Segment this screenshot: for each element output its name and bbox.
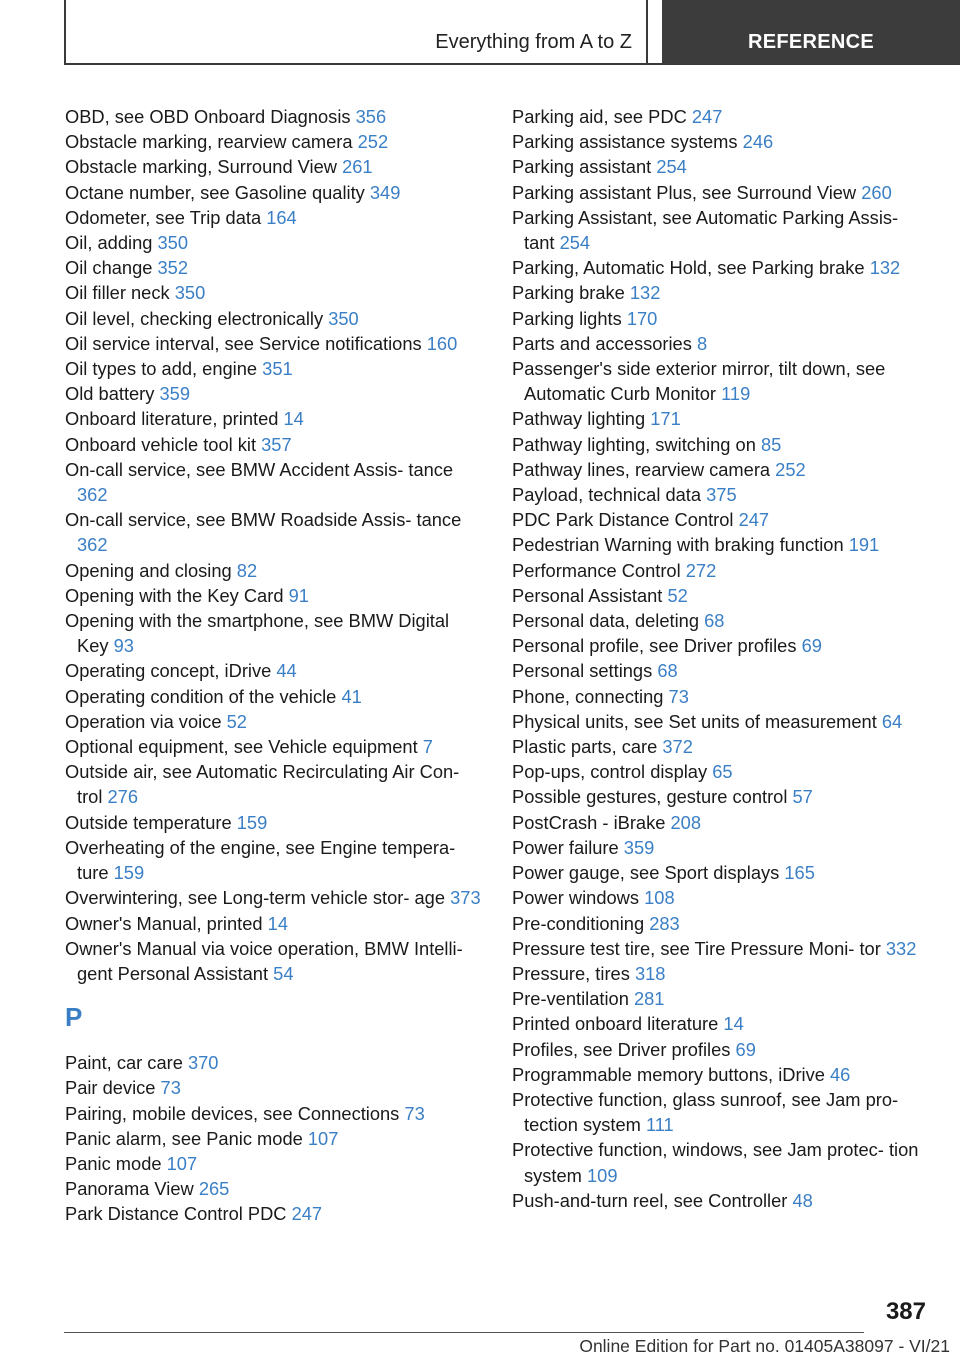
index-page-link[interactable]: 373 — [450, 887, 481, 909]
index-page-link[interactable]: 170 — [626, 307, 658, 329]
index-entry-text: Odometer, see Trip data — [65, 206, 262, 228]
index-page-link[interactable]: 82 — [236, 559, 258, 581]
index-entry-text: Oil level, checking electronically — [65, 307, 324, 329]
index-entry — [65, 1075, 485, 1100]
index-page-link[interactable]: 69 — [735, 1038, 756, 1060]
index-entry — [512, 457, 932, 482]
index-page-link[interactable]: 132 — [629, 282, 661, 304]
index-page-link[interactable]: 351 — [262, 358, 293, 380]
index-entry — [512, 306, 932, 331]
index-page-link[interactable]: 370 — [187, 1052, 219, 1074]
index-page-link[interactable]: 362 — [77, 484, 108, 506]
index-entry-text: Operating condition of the vehicle — [65, 685, 337, 707]
index-entry — [512, 356, 932, 406]
index-entry — [512, 180, 932, 205]
index-entry — [512, 482, 932, 507]
index-page-link[interactable]: 46 — [830, 1063, 851, 1085]
index-page-link[interactable]: 132 — [869, 257, 901, 279]
index-entry — [512, 331, 932, 356]
index-entry — [65, 558, 485, 583]
index-entry-text: Obstacle marking, Surround View — [65, 156, 337, 178]
index-entry — [512, 507, 932, 532]
index-page-link[interactable]: 375 — [706, 484, 737, 506]
index-page-link[interactable]: 93 — [113, 635, 134, 657]
index-entry-text: Protective function, windows, see Jam protec‐ tion system — [512, 1139, 919, 1186]
index-page-link[interactable]: 332 — [885, 937, 917, 959]
index-entry — [65, 835, 485, 885]
index-entry — [512, 255, 932, 280]
index-entry-text: Pathway lighting, switching on — [512, 433, 756, 455]
index-entry-text: Opening with the smartphone, see BMW Digital Key — [65, 610, 450, 657]
index-entry — [512, 885, 932, 910]
index-entry — [512, 1087, 932, 1137]
section-letter-p: P — [65, 1002, 83, 1033]
index-page-link[interactable]: 261 — [342, 156, 373, 178]
index-page-link[interactable]: 356 — [355, 106, 387, 127]
index-entry-text: Performance Control — [512, 559, 681, 581]
index-entry — [512, 558, 932, 583]
index-entry-text: Park Distance Control PDC — [65, 1203, 287, 1225]
footer-edition-text: Online Edition for Part no. 01405A38097 - VI/21 — [579, 1336, 950, 1356]
index-entry — [65, 1050, 485, 1075]
index-entry — [65, 457, 485, 507]
index-entry-text: Pre-ventilation — [512, 988, 629, 1010]
index-entry — [512, 432, 932, 457]
index-entry — [65, 885, 485, 910]
index-page-link[interactable]: 7 — [422, 736, 433, 758]
index-page-link[interactable]: 48 — [792, 1189, 813, 1211]
index-entry-text: Parking aid, see PDC — [512, 106, 687, 127]
index-page-link[interactable]: 8 — [696, 332, 708, 354]
index-entry-text: Pop-ups, control display — [512, 761, 708, 783]
index-entry — [512, 911, 932, 936]
index-entry — [65, 583, 485, 608]
index-entry — [65, 1201, 485, 1226]
index-page-link[interactable]: 281 — [633, 988, 665, 1010]
index-page-link[interactable]: 52 — [226, 710, 247, 732]
index-entry — [65, 306, 485, 331]
index-entry-text: Passenger's side exterior mirror, tilt down, see Automatic Curb Monitor — [512, 358, 886, 405]
index-entry-text: Parking Assistant, see Automatic Parking Assis‐ tant — [512, 206, 899, 254]
index-entry — [65, 608, 485, 658]
index-entry — [65, 1126, 485, 1151]
index-entry-text: Owner's Manual, printed — [65, 912, 263, 934]
index-entry — [512, 810, 932, 835]
index-entry-text: Oil, adding — [65, 232, 153, 254]
index-page-link[interactable]: 171 — [650, 408, 681, 430]
index-entry — [512, 684, 932, 709]
index-entry — [512, 583, 932, 608]
index-page-link[interactable]: 73 — [668, 685, 689, 707]
index-page-link[interactable]: 362 — [77, 534, 108, 556]
index-entry-text: Parking assistance systems — [512, 131, 738, 153]
index-entry-text: Panic alarm, see Panic mode — [65, 1127, 303, 1149]
index-entry-text: On-call service, see BMW Accident Assis‐ tance — [65, 458, 454, 480]
index-entry — [512, 205, 932, 255]
index-entry-text: Printed onboard literature — [512, 1013, 719, 1035]
index-entry — [512, 860, 932, 885]
index-entry — [65, 911, 485, 936]
index-entry — [512, 1137, 932, 1187]
index-entry-text: Personal profile, see Driver profiles — [512, 635, 797, 657]
index-page-link[interactable]: 73 — [160, 1077, 181, 1099]
index-entry-text: Profiles, see Driver profiles — [512, 1038, 731, 1060]
index-entry-text: Pathway lighting — [512, 408, 646, 430]
index-entry — [65, 381, 485, 406]
index-page-link[interactable]: 350 — [157, 232, 189, 254]
index-entry — [512, 104, 932, 129]
index-column-left — [65, 104, 485, 1227]
index-entry-text: Phone, connecting — [512, 685, 664, 707]
index-entry — [512, 1062, 932, 1087]
index-page-link[interactable]: 352 — [157, 257, 189, 279]
index-page-link[interactable]: 350 — [174, 282, 206, 304]
index-entry-text: Overwintering, see Long-term vehicle stor‐ age — [65, 887, 446, 909]
index-page-link[interactable]: 14 — [723, 1013, 744, 1035]
index-entry-text: Parking assistant Plus, see Surround View — [512, 181, 857, 203]
index-entry — [512, 936, 932, 961]
index-page-link[interactable]: 91 — [288, 584, 309, 606]
index-entry — [65, 356, 485, 381]
index-entry-text: Pathway lines, rearview camera — [512, 458, 771, 480]
index-page-link[interactable]: 246 — [742, 131, 774, 153]
index-page-link[interactable]: 73 — [404, 1102, 425, 1124]
index-page-link[interactable]: 85 — [760, 433, 782, 455]
index-entry-text: Panorama View — [65, 1178, 194, 1200]
index-entry-text: Owner's Manual via voice operation, BMW Intelli‐ gent Personal Assistant — [65, 937, 463, 984]
index-entry-text: Pressure test tire, see Tire Pressure Moni‐ tor — [512, 937, 881, 959]
index-page-link[interactable]: 372 — [662, 736, 693, 758]
index-page-link[interactable]: 265 — [198, 1178, 230, 1200]
header-reference-tab[interactable]: REFERENCE — [662, 0, 960, 63]
index-entry-text: Power gauge, see Sport displays — [512, 862, 780, 884]
index-page-link[interactable]: 54 — [273, 962, 294, 984]
index-entry — [65, 709, 485, 734]
index-page-link[interactable]: 359 — [159, 383, 191, 405]
index-page-link[interactable]: 41 — [341, 685, 362, 707]
index-page-link[interactable]: 107 — [307, 1127, 339, 1149]
index-page-link[interactable]: 260 — [861, 181, 892, 203]
index-entry-text: Outside temperature — [65, 811, 232, 833]
index-entry — [65, 1101, 485, 1126]
index-entry-text: Onboard literature, printed — [65, 408, 279, 430]
index-page-link[interactable]: 357 — [261, 433, 292, 455]
index-page-link[interactable]: 349 — [369, 181, 401, 203]
index-page-link[interactable]: 254 — [559, 232, 591, 254]
index-entry-text: Opening and closing — [65, 559, 232, 581]
index-page-link[interactable]: 68 — [657, 660, 678, 682]
index-page-link[interactable]: 160 — [426, 332, 458, 354]
index-page-link[interactable]: 109 — [587, 1164, 618, 1186]
index-entry — [65, 280, 485, 305]
index-entry — [512, 784, 932, 809]
index-page-link[interactable]: 283 — [649, 912, 680, 934]
index-entry — [512, 986, 932, 1011]
index-page-link[interactable]: 276 — [107, 786, 139, 808]
index-entry-text: Old battery — [65, 383, 155, 405]
index-entry — [512, 633, 932, 658]
index-page-link[interactable]: 208 — [670, 811, 702, 833]
index-page-link[interactable]: 111 — [645, 1114, 674, 1136]
index-page-link[interactable]: 247 — [691, 106, 723, 127]
index-entry — [512, 709, 932, 734]
index-page-link[interactable]: 64 — [881, 710, 903, 732]
index-column-right — [512, 104, 932, 1213]
index-page-link[interactable]: 65 — [712, 761, 733, 783]
index-page-link[interactable]: 191 — [848, 534, 880, 556]
index-page-link[interactable]: 107 — [166, 1152, 198, 1174]
index-entry-text: PDC Park Distance Control — [512, 509, 734, 531]
index-page-link[interactable]: 14 — [267, 912, 289, 934]
index-entry — [65, 406, 485, 431]
index-entry-text: Parking, Automatic Hold, see Parking brake — [512, 257, 865, 279]
index-entry — [65, 205, 485, 230]
index-entry-text: Oil service interval, see Service notifications — [65, 332, 422, 354]
index-entry — [512, 1188, 932, 1213]
index-entry — [65, 1176, 485, 1201]
index-entry-text: Parts and accessories — [512, 332, 692, 354]
index-entry-text: Personal data, deleting — [512, 610, 700, 632]
index-entry — [65, 1151, 485, 1176]
index-page-link[interactable]: 252 — [775, 458, 806, 480]
index-entry-text: Oil types to add, engine — [65, 358, 258, 380]
index-entry-text: Power failure — [512, 836, 619, 858]
index-page-link[interactable]: 318 — [634, 962, 666, 984]
index-entry-text: Physical units, see Set units of measurement — [512, 710, 877, 732]
index-entry-text: Power windows — [512, 887, 640, 909]
index-page-link[interactable]: 252 — [357, 131, 389, 153]
index-entry-text: Panic mode — [65, 1152, 162, 1174]
index-page-link[interactable]: 159 — [236, 811, 268, 833]
index-entry-text: Programmable memory buttons, iDrive — [512, 1063, 825, 1085]
index-entry — [65, 104, 485, 129]
index-entry — [512, 1037, 932, 1062]
index-page-link[interactable]: 254 — [656, 156, 687, 178]
index-entry-text: Pair device — [65, 1077, 156, 1099]
footer-rule — [64, 1332, 864, 1333]
index-page-link[interactable]: 247 — [291, 1203, 323, 1225]
index-entry-text: Pressure, tires — [512, 962, 630, 984]
index-entry-text: Push-and-turn reel, see Controller — [512, 1189, 788, 1211]
index-entry-text: Operating concept, iDrive — [65, 660, 272, 682]
page-number: 387 — [885, 1298, 926, 1325]
index-entry — [65, 230, 485, 255]
index-page-link[interactable]: 119 — [721, 383, 751, 405]
index-entry-text: Plastic parts, care — [512, 736, 658, 758]
index-entry — [512, 608, 932, 633]
index-entry-text: Obstacle marking, rearview camera — [65, 131, 353, 153]
index-entry — [512, 406, 932, 431]
index-entry-text: Pairing, mobile devices, see Connections — [65, 1102, 400, 1124]
index-entry — [65, 255, 485, 280]
index-entry-text: PostCrash - iBrake — [512, 811, 666, 833]
index-page-link[interactable]: 68 — [704, 610, 725, 632]
index-entry — [512, 658, 932, 683]
index-list-o — [65, 104, 485, 986]
index-entry-text: Oil filler neck — [65, 282, 170, 304]
index-entry-text: Personal settings — [512, 660, 653, 682]
index-entry-text: Pedestrian Warning with braking function — [512, 534, 844, 556]
index-entry-text: On-call service, see BMW Roadside Assis‐ tance — [65, 509, 462, 531]
index-entry — [65, 129, 485, 154]
index-entry — [65, 936, 485, 986]
index-entry-text: Personal Assistant — [512, 584, 663, 606]
index-entry-text: Possible gestures, gesture control — [512, 786, 788, 808]
index-entry — [65, 507, 485, 557]
index-entry-text: Overheating of the engine, see Engine tempera‐ ture — [65, 836, 456, 884]
index-entry — [65, 658, 485, 683]
index-page-link[interactable]: 108 — [644, 887, 675, 909]
index-entry-text: Optional equipment, see Vehicle equipment — [65, 736, 418, 758]
header-rule — [64, 63, 960, 65]
index-entry — [512, 1011, 932, 1036]
index-page-link[interactable]: 350 — [328, 307, 359, 329]
index-entry — [65, 180, 485, 205]
index-list-p — [65, 1050, 485, 1226]
index-page-link[interactable]: 57 — [792, 786, 813, 808]
index-page-link[interactable]: 164 — [266, 206, 297, 228]
index-page-link[interactable]: 52 — [667, 584, 688, 606]
index-entry-text: Parking lights — [512, 307, 622, 329]
index-entry-text: Parking assistant — [512, 156, 652, 178]
index-entry — [512, 532, 932, 557]
index-entry-text: Opening with the Key Card — [65, 584, 284, 606]
index-entry — [65, 759, 485, 809]
index-entry — [512, 961, 932, 986]
index-page-link[interactable]: 159 — [113, 862, 145, 884]
index-page-link[interactable]: 272 — [685, 559, 717, 581]
index-entry-text: Oil change — [65, 257, 153, 279]
index-entry-text: Onboard vehicle tool kit — [65, 433, 257, 455]
index-page-link[interactable]: 44 — [276, 660, 297, 682]
index-entry-text: Parking brake — [512, 282, 625, 304]
index-entry-text: OBD, see OBD Onboard Diagnosis — [65, 106, 351, 127]
index-entry-text: Paint, car care — [65, 1052, 183, 1074]
index-entry-text: Pre-conditioning — [512, 912, 645, 934]
index-entry — [512, 734, 932, 759]
index-page-link[interactable]: 14 — [283, 408, 304, 430]
index-page-link[interactable]: 359 — [623, 836, 655, 858]
index-entry-text: Operation via voice — [65, 710, 222, 732]
index-entry — [512, 280, 932, 305]
index-entry — [65, 810, 485, 835]
index-entry-text: Octane number, see Gasoline quality — [65, 181, 365, 203]
index-entry — [512, 154, 932, 179]
index-entry — [512, 759, 932, 784]
index-entry — [65, 684, 485, 709]
index-entry — [512, 835, 932, 860]
index-list-p-continued — [512, 104, 932, 1213]
index-page-link[interactable]: 69 — [801, 635, 822, 657]
index-entry — [65, 432, 485, 457]
index-entry — [512, 129, 932, 154]
index-entry-text: Protective function, glass sunroof, see Jam pro‐ tection system — [512, 1088, 899, 1136]
index-entry — [65, 734, 485, 759]
index-page-link[interactable]: 165 — [784, 862, 815, 884]
header-section-title: Everything from A to Z — [66, 0, 648, 63]
index-entry-text: Outside air, see Automatic Recirculating Air Con‐ trol — [65, 761, 460, 808]
index-entry — [65, 331, 485, 356]
index-entry — [65, 154, 485, 179]
index-entry-text: Payload, technical data — [512, 484, 702, 506]
index-page-link[interactable]: 247 — [738, 509, 770, 531]
